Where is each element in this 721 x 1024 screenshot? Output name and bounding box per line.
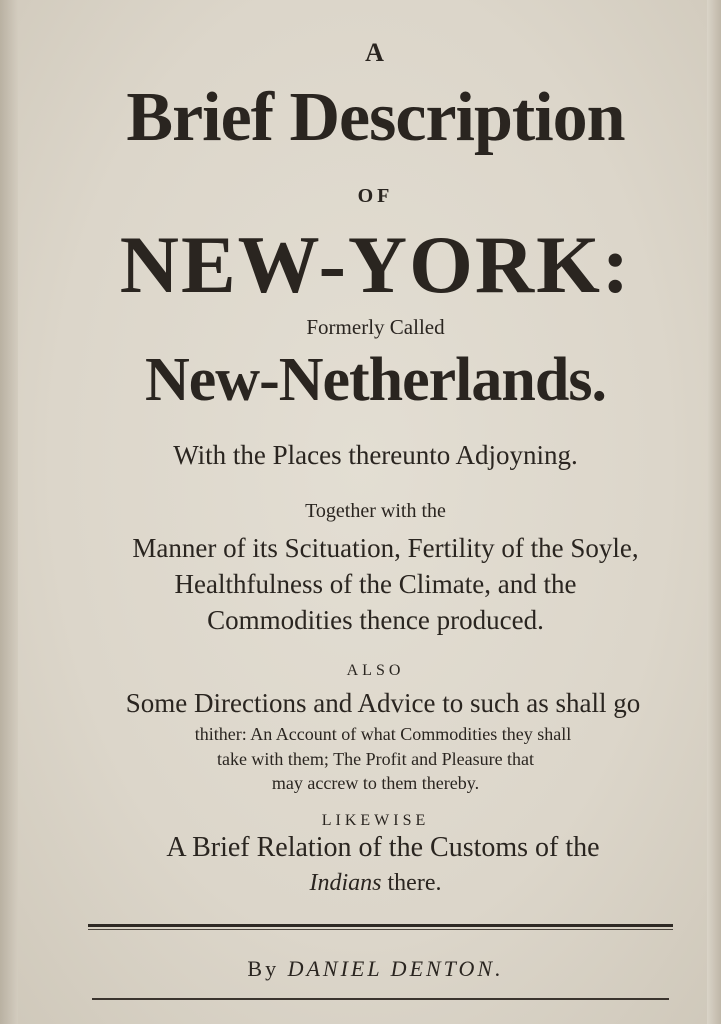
- indians-word: Indians: [309, 870, 382, 896]
- divider-rule-bottom: [92, 998, 669, 1000]
- may-accrew-line: may accrew to them thereby.: [271, 773, 480, 793]
- healthfulness-line: Healthfulness of the Climate, and the: [174, 569, 577, 599]
- title-new-york: NEW-YORK:: [119, 219, 632, 310]
- by-word: By: [247, 956, 288, 981]
- formerly-called: Formerly Called: [306, 315, 445, 339]
- article-a: A: [365, 38, 386, 67]
- commodities-line: Commodities thence produced.: [207, 605, 544, 635]
- thither-line: thither: An Account of what Commodities they shall: [194, 724, 572, 744]
- page-edge-right: [707, 0, 721, 1024]
- relation-line: A Brief Relation of the Customs of the: [166, 832, 600, 863]
- title-of: OF: [357, 185, 394, 207]
- author-name: DANIEL DENTON.: [287, 956, 504, 981]
- also-heading: ALSO: [346, 662, 405, 679]
- with-places-line: With the Places thereunto Adjoyning.: [173, 440, 578, 470]
- page-edge-left: [0, 0, 18, 1024]
- likewise-heading: LIKEWISE: [321, 812, 430, 829]
- title-new-netherlands: New-Netherlands.: [145, 346, 606, 414]
- manner-line: Manner of its Scituation, Fertility of the Soyle,: [132, 533, 639, 563]
- indians-line: [60, 870, 691, 897]
- divider-rule-top-thin: [88, 929, 673, 930]
- author-line: [60, 956, 691, 982]
- directions-line: Some Directions and Advice to such as shall go: [125, 688, 641, 718]
- take-with-line: take with them; The Profit and Pleasure that: [216, 749, 535, 769]
- divider-rule-top: [88, 924, 673, 927]
- title-brief-description: Brief Description: [126, 79, 625, 156]
- together-line: Together with the: [305, 500, 446, 522]
- indians-rest: there.: [381, 870, 442, 896]
